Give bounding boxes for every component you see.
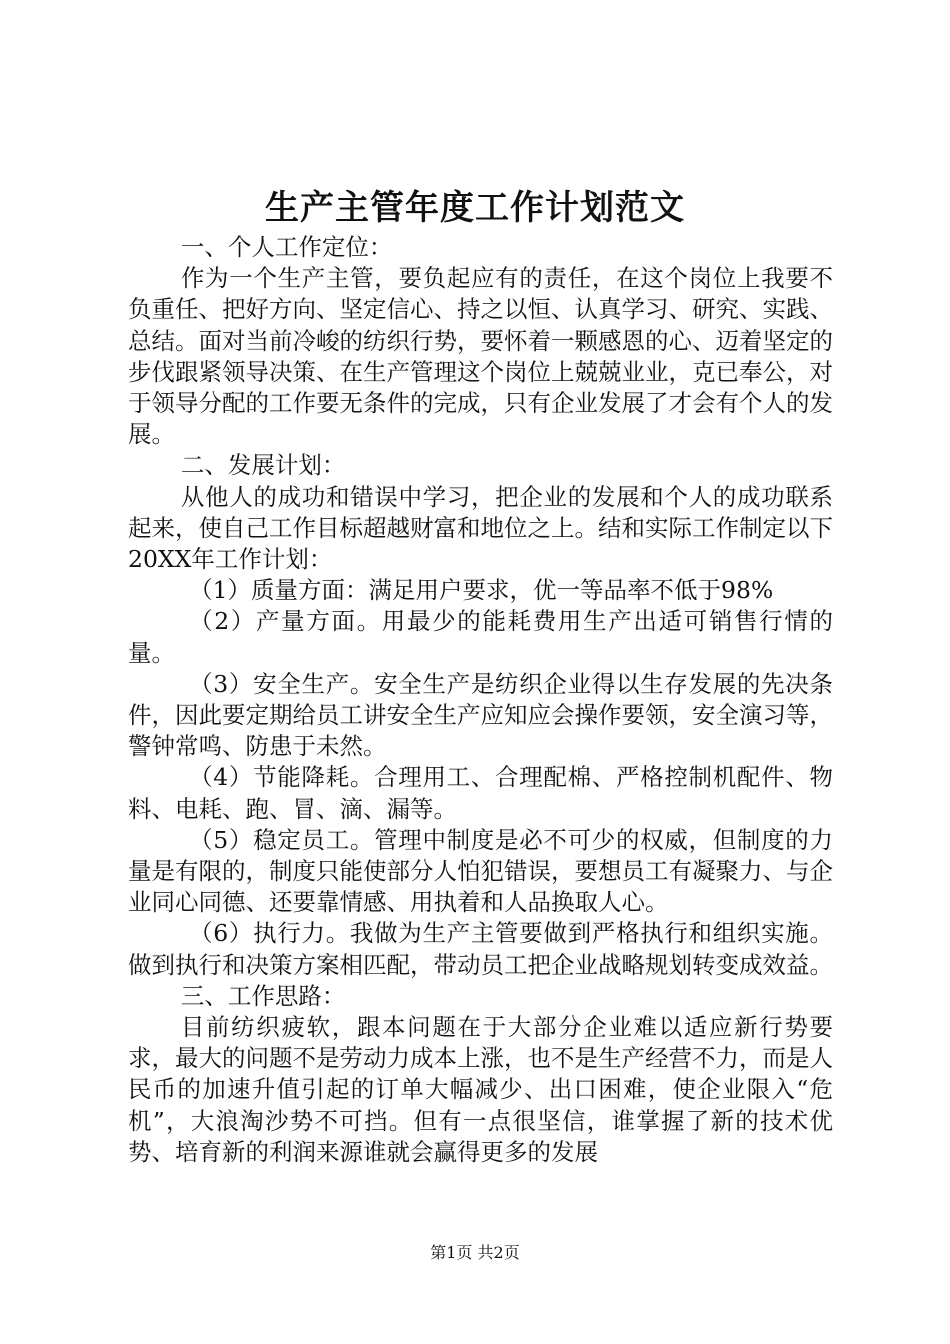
paragraph-positioning: 作为一个生产主管，要负起应有的责任，在这个岗位上我要不负重任、把好方向、坚定信心、持之以恒、认真学习、研究、实践、总结。面对当前冷峻的纺织行势，要怀着一颗感恩的心、迈着坚定的步伐跟紧领导决策、在生产管理这个岗位上兢兢业业，克已奉公，对于领导分配的工作要无条件的完成，只有企业发展了才会有个人的发展。	[128, 264, 833, 449]
document-title: 生产主管年度工作计划范文	[265, 188, 685, 228]
plan-item-output: （2）产量方面。用最少的能耗费用生产出适可销售行情的量。	[128, 607, 833, 667]
section-heading-3: 三、工作思路：	[180, 981, 346, 1010]
plan-item-energy: （4）节能降耗。合理用工、合理配棉、严格控制机配件、物料、电耗、跑、冒、滴、漏等。	[128, 763, 833, 823]
page-footer: 第1页 共2页	[430, 1243, 520, 1262]
document-body	[128, 232, 833, 1168]
plan-item-safety: （3）安全生产。安全生产是纺织企业得以生存发展的先决条件，因此要定期给员工讲安全生产应知应会操作要领，安全演习等，警钟常鸣、防患于未然。	[128, 669, 833, 761]
section-heading-1: 一、个人工作定位：	[180, 233, 393, 261]
section-heading-2: 二、发展计划：	[180, 451, 346, 480]
paragraph-ideas: 目前纺织疲软，跟本问题在于大部分企业难以适应新行势要求，最大的问题不是劳动力成本上涨，也不是生产经营不力，而是人民币的加速升值引起的订单大幅减少、出口困难，使企业限入“危机”，大浪淘沙势不可挡。但有一点很坚信，谁掌握了新的技术优势、培育新的利润来源谁就会赢得更多的发展	[128, 1013, 833, 1166]
plan-item-execution: （6）执行力。我做为生产主管要做到严格执行和组织实施。做到执行和决策方案相匹配，带动员工把企业战略规划转变成效益。	[128, 919, 833, 979]
plan-item-quality: （1）质量方面：满足用户要求，优一等品率不低于98%	[189, 576, 774, 605]
plan-item-staff: （5）稳定员工。管理中制度是必不可少的权威，但制度的力量是有限的，制度只能使部分人怕犯错误，要想员工有凝聚力、与企业同心同德、还要靠情感、用执着和人品换取人心。	[128, 825, 833, 917]
paragraph-development: 从他人的成功和错误中学习，把企业的发展和个人的成功联系起来，使自己工作目标超越财富和地位之上。结和实际工作制定以下20XX年工作计划：	[128, 482, 833, 574]
